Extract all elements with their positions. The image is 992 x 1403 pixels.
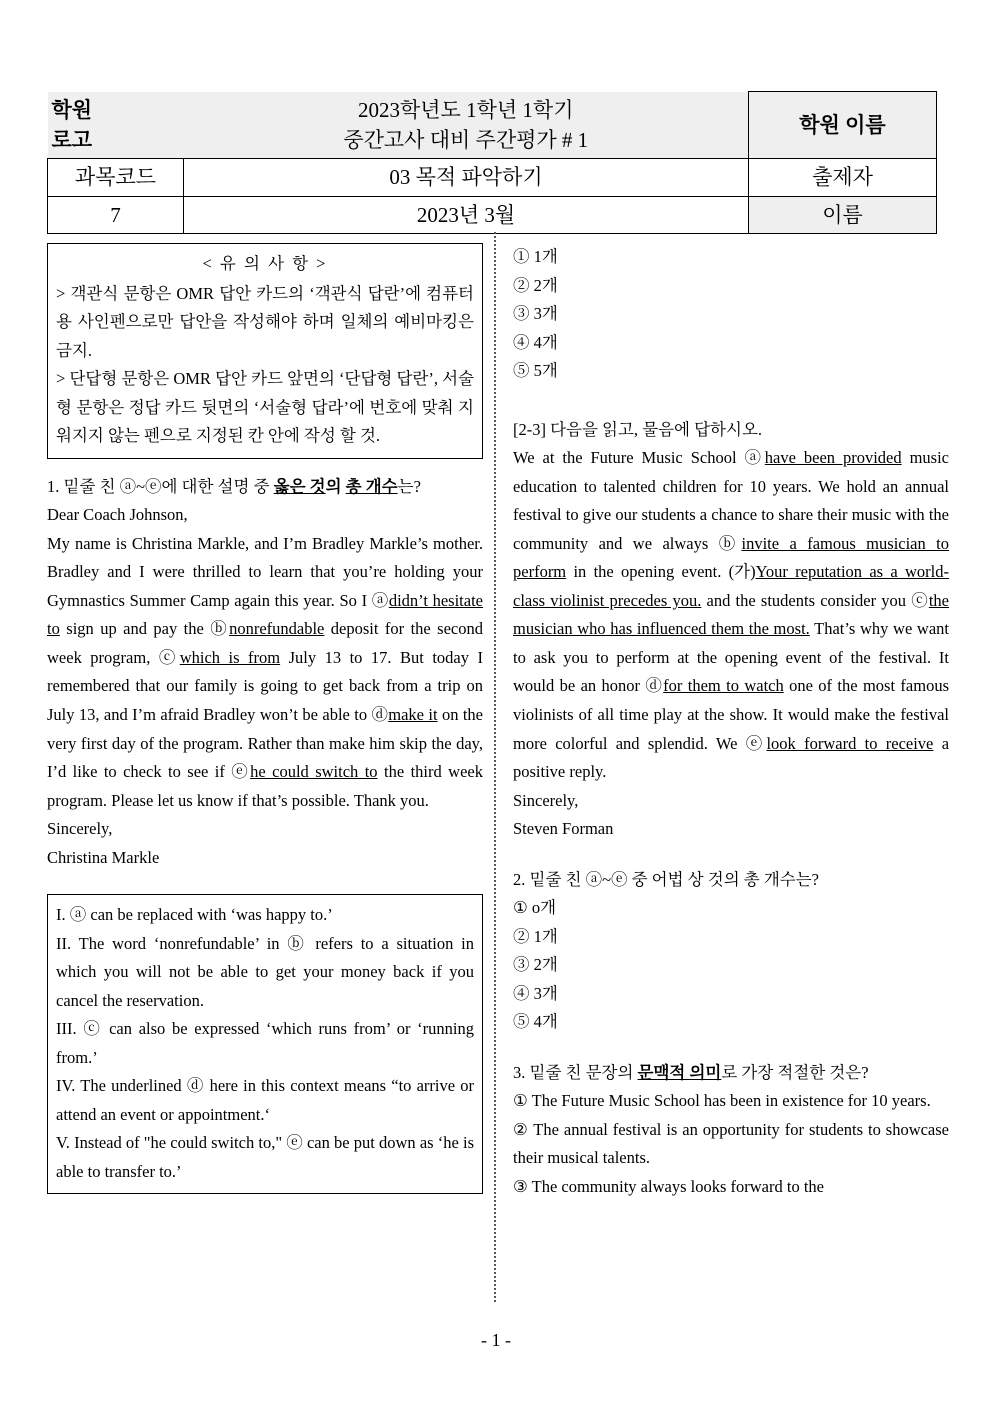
passage-marker-e: ⓔ <box>745 733 767 753</box>
passage-marker-b: ⓑ <box>718 533 742 553</box>
right-column <box>513 243 949 1201</box>
exam-date: 2023년 3월 <box>184 196 749 233</box>
passage-underline-b: invite a famous musician to perform <box>513 533 950 582</box>
passage-seg-3: in the opening event. <box>566 562 729 582</box>
header-row-title <box>48 92 937 159</box>
subject-title: 03 목적 파악하기 <box>184 159 749 196</box>
passage-closing: Sincerely, <box>513 790 579 810</box>
music-school-passage <box>513 444 949 786</box>
academy-logo-cell <box>48 92 184 159</box>
statement-4: IV. The underlined ⓓ here in this context means “to arrive or attend an event or appointment.‘ <box>56 1076 474 1124</box>
statement-1: I. ⓐ can be replaced with ‘was happy to.’ <box>56 905 333 925</box>
passage-signature: Steven Forman <box>513 819 614 839</box>
logo-line-1: 학원 <box>51 97 93 122</box>
letter-body <box>47 530 483 815</box>
header-row-date <box>48 196 937 233</box>
author-value: 이름 <box>749 196 937 233</box>
subject-code-label: 과목코드 <box>48 159 184 196</box>
passage-seg-5: That’s why we want to ask you to perform at the opening event of the festival. It would be an honor <box>513 619 949 696</box>
q2-choice-3[interactable]: ③ 2개 <box>513 955 558 975</box>
passage-seg-6: one of the most famous violinists of all time play at the show. It would make the festival more colorful and splendid. We <box>513 676 949 753</box>
passage-seg-4: and the students consider you <box>701 590 912 610</box>
notice-item-1: > 객관식 문항은 OMR 답안 카드의 ‘객관식 답란’에 컴퓨터용 사인펜으로만 답안을 작성해야 하며 일체의 예비마킹은 금지. <box>56 283 474 360</box>
statement-3: III. ⓒ can also be expressed ‘which runs from’ or ‘running from.’ <box>56 1019 474 1067</box>
marker-a: ⓐ <box>371 590 389 610</box>
letter-seg-3: deposit for the second week program, <box>47 619 483 667</box>
underline-c: which is from <box>179 647 281 667</box>
q1-stem-post: 는? <box>397 476 421 496</box>
q2-choice-5[interactable]: ⑤ 4개 <box>513 1012 558 1032</box>
question-2-stem: 2. 밑줄 친 ⓐ~ⓔ 중 어법 상 것의 총 개수는? <box>513 869 819 889</box>
document-header <box>47 91 936 234</box>
q3-stem-underline: 문맥적 의미 <box>637 1062 722 1082</box>
notice-title: < 유 의 사 항 > <box>202 254 328 273</box>
spacer <box>513 386 949 416</box>
spacer <box>47 872 483 894</box>
passage-marker-ga: (가) <box>728 562 756 582</box>
spacer <box>513 844 949 866</box>
q1-stem-pre: 1. 밑줄 친 ⓐ~ⓔ에 대한 설명 중 <box>47 476 274 496</box>
letter-seg-4: July 13 to 17. But today I remembered that our family is going to get back from a trip on July 13, and I’m afraid Bradley won’t be able to <box>47 647 483 724</box>
letter-signature: Christina Markle <box>47 847 160 867</box>
q3-choice-2[interactable]: ② The annual festival is an opportunity for students to showcase their musical talents. <box>513 1119 949 1168</box>
column-divider <box>494 232 496 1302</box>
q3-choice-1[interactable]: ① The Future Music School has been in existence for 10 years. <box>513 1091 931 1111</box>
letter-seg-5: on the very first day of the program. Rather than make him skip the day, I’d like to check to see if <box>47 704 483 782</box>
letter-closing: Sincerely, <box>47 819 113 839</box>
q1-choice-3[interactable]: ③ 3개 <box>513 304 558 324</box>
left-column <box>47 243 483 1208</box>
exam-title-line-1: 2023학년도 1학년 1학기 <box>357 97 574 122</box>
notice-item-2: > 단답형 문항은 OMR 답안 카드 앞면의 ‘단답형 답란’, 서술형 문항은 정답 카드 뒷면의 ‘서술형 답라’에 번호에 맞춰 지워지지 않는 펜으로 지정된 칸 안에 작성 할 것. <box>56 369 474 446</box>
q2-choice-4[interactable]: ④ 3개 <box>513 983 558 1003</box>
q1-choice-5[interactable]: ⑤ 5개 <box>513 361 558 381</box>
underline-b: nonrefundable <box>229 619 325 639</box>
marker-e: ⓔ <box>231 762 251 782</box>
question-3-stem <box>513 1059 949 1088</box>
letter-seg-6: the third week program. Please let us know if that’s possible. Thank you. <box>47 762 483 810</box>
q3-stem-pre: 3. 밑줄 친 문장의 <box>513 1062 638 1082</box>
passage-underline-ga: Your reputation as a world-class violinist precedes you. <box>513 562 949 610</box>
q3-choice-3[interactable]: ③ The community always looks forward to the <box>513 1176 824 1196</box>
marker-d: ⓓ <box>371 704 389 724</box>
statement-2: II. The word ‘nonrefundable’ in ⓑ refers to a situation in which you will not be able to get your money back if you cancel the reservation. <box>56 933 474 1010</box>
q2-choice-2[interactable]: ② 1개 <box>513 926 558 946</box>
spacer <box>513 1037 949 1059</box>
q3-stem-post: 로 가장 적절한 것은? <box>721 1062 869 1082</box>
header-row-subject <box>48 159 937 196</box>
marker-c: ⓒ <box>158 647 180 667</box>
letter-salutation: Dear Coach Johnson, <box>47 505 188 525</box>
q2-choice-1[interactable]: ① o개 <box>513 898 557 918</box>
q1-choice-4[interactable]: ④ 4개 <box>513 332 558 352</box>
passage-underline-a: have been provided <box>764 448 902 468</box>
underline-a: didn’t hesitate to <box>47 590 483 639</box>
exam-title-cell <box>184 92 749 159</box>
passage-marker-d: ⓓ <box>645 676 664 696</box>
q1-stem-underline-1: 옳은 것 <box>273 476 326 496</box>
statement-5: V. Instead of "he could switch to," ⓔ can be put down as ‘he is able to transfer to.’ <box>56 1133 474 1181</box>
q1-choice-2[interactable]: ② 2개 <box>513 275 558 295</box>
passage-seg-1: We at the Future Music School <box>513 448 745 468</box>
exam-title-line-2: 중간고사 대비 주간평가 # 1 <box>343 127 589 152</box>
marker-b: ⓑ <box>210 619 230 639</box>
passage-marker-a: ⓐ <box>744 448 765 468</box>
letter-seg-2: sign up and pay the <box>59 619 211 639</box>
logo-line-2: 로고 <box>51 127 93 152</box>
q1-stem-mid: 의 <box>325 476 346 496</box>
passage-seg-7: a positive reply. <box>513 733 950 782</box>
underline-d: make it <box>388 704 438 724</box>
header-table <box>47 91 937 234</box>
statements-box <box>47 894 483 1194</box>
passage-underline-e: look forward to receive <box>766 733 934 753</box>
passage-marker-c: ⓒ <box>911 590 929 610</box>
subject-code-value: 7 <box>48 196 184 233</box>
page-footer: - 1 - <box>481 1330 511 1350</box>
passage-seg-2: music education to talented children for 10 years. We hold an annual festival to give our students a chance to share their music with the community and we always <box>513 448 949 553</box>
q1-choice-1[interactable]: ① 1개 <box>513 247 558 266</box>
passage-underline-d: for them to watch <box>663 676 784 696</box>
q1-stem-underline-2: 총 개수 <box>345 476 398 496</box>
letter-seg-1: My name is Christina Markle, and I’m Bradley Markle’s mother. Bradley and I were thrilled to learn that you’re holding your Gymnastics Summer Camp again this year. So I <box>47 533 483 610</box>
question-1-stem <box>47 473 483 502</box>
passage-underline-c: the musician who has influenced them the most. <box>513 590 949 639</box>
question-set-2-3-instruction: [2-3] 다음을 읽고, 물음에 답하시오. <box>513 419 763 439</box>
notice-box <box>47 243 483 459</box>
academy-name-cell: 학원 이름 <box>749 92 937 159</box>
author-label: 출제자 <box>749 159 937 196</box>
underline-e: he could switch to <box>250 762 378 782</box>
